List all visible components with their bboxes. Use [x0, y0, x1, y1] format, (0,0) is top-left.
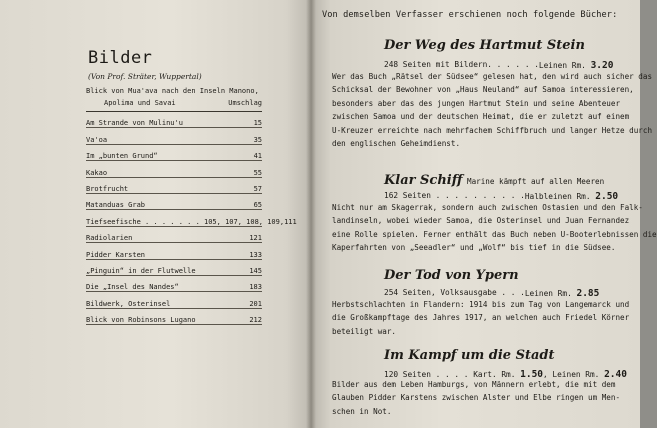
book-title [384, 173, 604, 188]
list-item-page: 121 [249, 234, 262, 243]
list-item-page: 111 [284, 217, 297, 226]
list-item-label: Va'oa [86, 135, 108, 144]
list-item [86, 227, 262, 243]
book-price: 2.40 [604, 369, 627, 380]
book-title-text: Klar Schiff [384, 173, 463, 188]
list-item-page: 145 [249, 266, 262, 275]
list-item-page: 35 [253, 135, 262, 144]
book-title-text: Im Kampf um die Stadt [384, 348, 555, 363]
list-item [86, 210, 297, 226]
list-item-page: 201 [249, 299, 262, 308]
book-price: 2.85 [576, 288, 600, 299]
list-item [86, 128, 262, 144]
list-item-page: Umschlag [228, 98, 262, 107]
description-line: den englischen Geheimdienst. [332, 139, 461, 149]
description-line: Wer das Buch „Rätsel der Südsee“ gelesen hat, den wird auch sicher das [332, 72, 653, 81]
list-item [86, 112, 262, 128]
list-item-page: 55 [253, 168, 262, 177]
list-item-label: Im „bunten Grund“ [86, 152, 158, 161]
book-title [384, 268, 519, 283]
book-price: 2.50 [595, 191, 619, 202]
description-line: Kaperfahrten von „Seeadler“ und „Wolf“ bis tief in die Südsee. [332, 243, 616, 253]
list-item-page: 41 [253, 152, 262, 161]
list-item-label: Radiolarien [86, 234, 133, 243]
list-item-page: 15 [253, 119, 262, 128]
description-line: Nicht nur am Skagerrak, sondern auch zwischen Ostasien und den Falk- [332, 203, 643, 212]
description-line: zwischen Samoa und der deutschen Heimat, die er zuletzt auf einem [332, 112, 630, 122]
description-line: U-Kreuzer erreichte nach mehrfachem Schiffbruch und langer Hetze durch [332, 125, 653, 135]
book-price: 3.20 [590, 60, 614, 71]
list-item [86, 145, 262, 161]
list-item-label: Am Strande von Mulinu'u [86, 119, 183, 128]
book-binding: Halbleinen Rm. [524, 192, 591, 201]
list-item [86, 161, 262, 177]
right-page-header: Von demselben Verfasser erschienen noch folgende Bücher: [322, 10, 618, 20]
list-item-label: Matanduas Grab [86, 201, 146, 210]
book-description [332, 70, 653, 150]
book-description [332, 298, 630, 338]
book-pages: 248 Seiten mit Bildern. . . . . . [384, 60, 539, 69]
book-pages: 254 Seiten, Volksausgabe . . . [384, 288, 525, 297]
book-description [332, 201, 657, 255]
description-line: Schicksal der Bewohner von „Haus Neuland“ auf Samoa interessieren, [332, 85, 634, 95]
description-line: besonders aber das des jungen Hartmut Stein und seine Abenteuer [332, 98, 621, 108]
list-item-page: 57 [253, 184, 262, 193]
list-item-page: 212 [249, 316, 262, 325]
book-title-text: Der Tod von Ypern [384, 268, 519, 283]
description-line: schen in Not. [332, 406, 392, 416]
book-title [384, 348, 555, 363]
description-line: Herbstschlachten in Flandern: 1914 bis zum Tag von Langemarck und [332, 300, 630, 309]
description-line: landinseln, wobei wieder Samoa, die Osterinsel und Juan Fernandez [332, 216, 630, 226]
book-subtitle: Marine kämpft auf allen Meeren [467, 177, 605, 186]
list-item-page: 65 [253, 201, 262, 210]
list-item [86, 194, 262, 210]
list-item [86, 243, 262, 259]
list-item-label: Bildwerk, Osterinsel [86, 299, 171, 308]
book-binding: Leinen Rm. [524, 289, 572, 298]
book-description [332, 378, 621, 418]
description-line: eine Rolle spielen. Ferner enthält das Buch neben U-Booterlebnissen die [332, 229, 657, 239]
bilder-subtitle: (Von Prof. Sträter, Wuppertal) [88, 72, 202, 81]
book-gutter [306, 0, 316, 428]
list-item-label: Kakao [86, 168, 108, 177]
book-title [384, 38, 585, 53]
list-item [86, 260, 262, 276]
list-item-label: Pidder Karsten [86, 250, 146, 259]
list-item-label: Brotfrucht [86, 184, 129, 193]
book-price-cardboard: 1.50 [520, 369, 544, 380]
book-pages: 120 Seiten . . . . Kart. Rm. [384, 370, 516, 379]
list-item-label: Tiefseefische . . . . . . . 105, 107, 108, 109, [86, 217, 285, 226]
book-binding: Leinen Rm. [538, 61, 586, 70]
list-item-label: Blick von Mua'ava nach den Inseln Manono, [86, 87, 259, 95]
list-item [86, 276, 262, 292]
list-item-label: „Pinguin“ in der Flutwelle [86, 266, 196, 275]
bilder-heading: Bilder [88, 48, 153, 68]
description-line: beteiligt war. [332, 326, 397, 336]
list-item [86, 86, 262, 109]
list-item-label: Die „Insel des Nandes“ [86, 283, 179, 292]
book-pages: 162 Seiten . . . . . . . . . . [384, 191, 525, 200]
list-item [86, 292, 262, 308]
book-binding: , Leinen Rm. [543, 370, 600, 379]
list-item-page: 183 [249, 283, 262, 292]
description-line: die Großkampftage des Jahres 1917, an welchen auch Friedel Körner [332, 313, 630, 323]
list-item [86, 178, 262, 194]
list-item-label-cont: Apolima und Savai [104, 98, 176, 107]
description-line: Glauben Pidder Karstens zwischen Alster und Elbe ringen um Men- [332, 393, 621, 403]
description-line: Bilder aus dem Leben Hamburgs, von Männern erlebt, die mit dem [332, 380, 616, 389]
list-item-page: 133 [249, 250, 262, 259]
book-title-text: Der Weg des Hartmut Stein [384, 38, 585, 53]
image-list [86, 86, 297, 325]
list-item-label: Blick von Robinsons Lugano [86, 316, 196, 325]
list-item [86, 309, 262, 325]
